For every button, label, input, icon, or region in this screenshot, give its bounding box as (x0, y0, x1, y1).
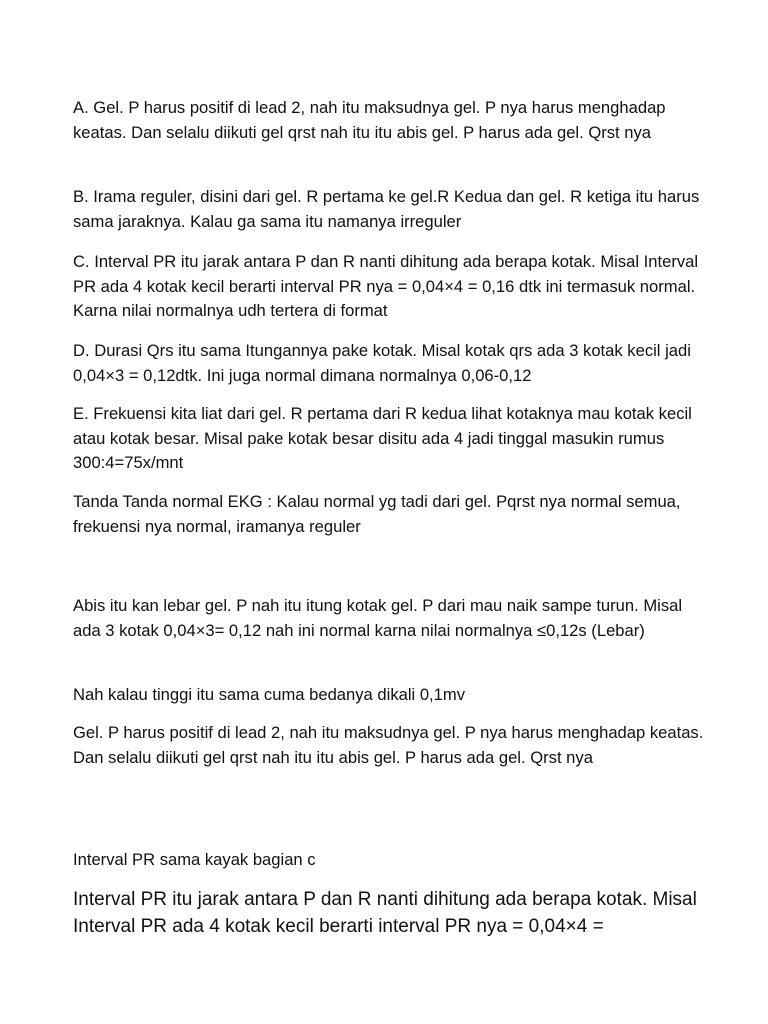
paragraph-d-durasi-qrs: D. Durasi Qrs itu sama Itungannya pake kotak. Misal kotak qrs ada 3 kotak kecil jadi 0,04×3 = 0,12dtk. Ini juga normal dimana normalnya 0,06-0,12 (73, 341, 691, 385)
paragraph-gel-p-repeat: Gel. P harus positif di lead 2, nah itu maksudnya gel. P nya harus menghadap keatas. Dan selalu diikuti gel qrst nah itu itu abis gel. P harus ada gel. Qrst nya (73, 723, 704, 767)
paragraph-interval-pr-note: Interval PR sama kayak bagian c (73, 850, 316, 869)
paragraph-c-interval-pr: C. Interval PR itu jarak antara P dan R nanti dihitung ada berapa kotak. Misal Interval PR ada 4 kotak kecil berarti interval PR nya = 0,04×4 = 0,16 dtk ini termasuk normal. Karna nilai normalnya udh tertera di format (73, 252, 699, 320)
paragraph-b-irama: B. Irama reguler, disini dari gel. R pertama ke gel.R Kedua dan gel. R ketiga itu harus sama jaraknya. Kalau ga sama itu namanya irreguler (73, 187, 700, 231)
paragraph-interval-pr-large: Interval PR itu jarak antara P dan R nanti dihitung ada berapa kotak. Misal Interval PR ada 4 kotak kecil berarti interval PR nya = 0,04×4 = (73, 889, 697, 937)
paragraph-e-frekuensi: E. Frekuensi kita liat dari gel. R pertama dari R kedua lihat kotaknya mau kotak kecil atau kotak besar. Misal pake kotak besar disitu ada 4 jadi tinggal masukin rumus 300:4=75x/mnt (73, 404, 692, 472)
paragraph-tanda-normal: Tanda Tanda normal EKG : Kalau normal yg tadi dari gel. Pqrst nya normal semua, frekuensi nya normal, iramanya reguler (73, 492, 681, 536)
paragraph-tinggi: Nah kalau tinggi itu sama cuma bedanya dikali 0,1mv (73, 685, 466, 704)
paragraph-lebar-gel-p: Abis itu kan lebar gel. P nah itu itung kotak gel. P dari mau naik sampe turun. Misal ada 3 kotak 0,04×3= 0,12 nah ini normal karna nilai normalnya ≤0,12s (Lebar) (73, 596, 683, 640)
paragraph-a-gel-p: A. Gel. P harus positif di lead 2, nah itu maksudnya gel. P nya harus menghadap keatas. Dan selalu diikuti gel qrst nah itu itu abis gel. P harus ada gel. Qrst nya (73, 98, 666, 142)
